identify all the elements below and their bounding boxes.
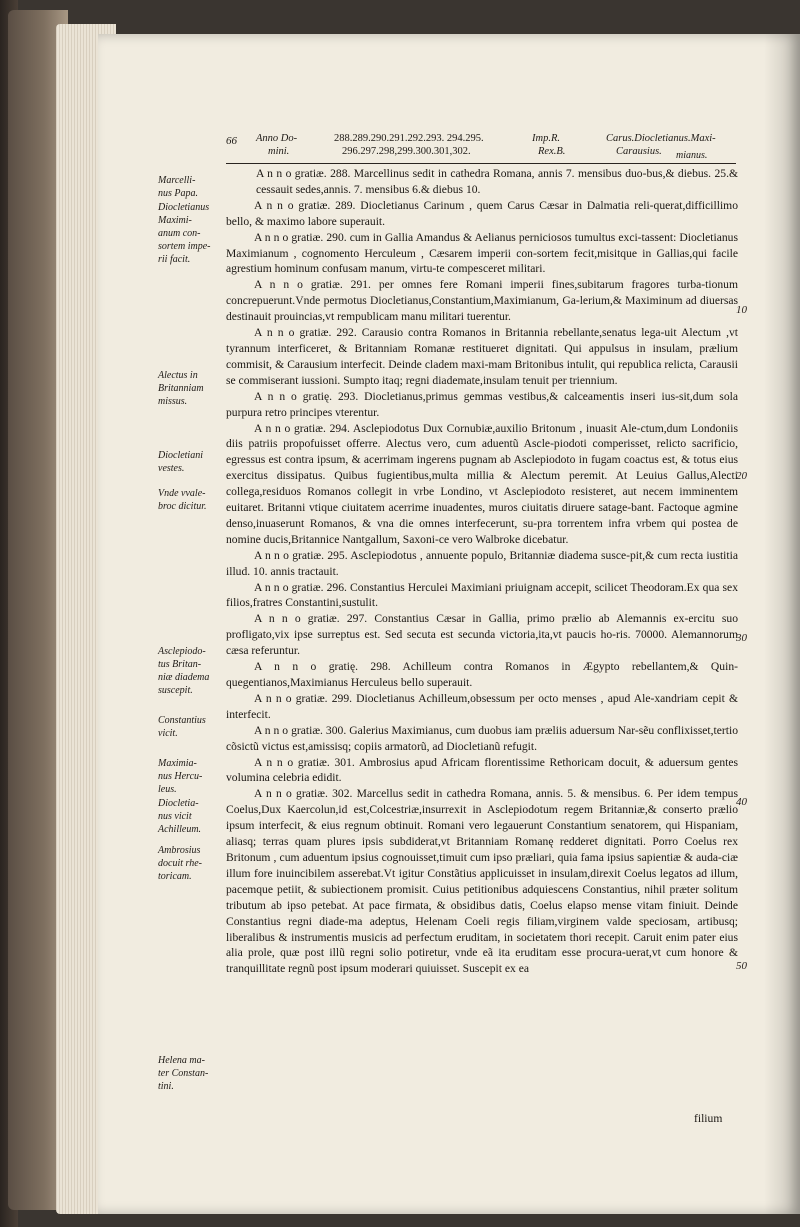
margin-note: Diocletiani vestes. bbox=[158, 450, 203, 474]
paragraph: A n n o gratiæ. 301. Ambrosius apud Africam florentissime Rethoricam docuit, & aduersum gentes volumina celebria edidit. bbox=[226, 755, 738, 785]
margin-note: Ambrosius docuit rhe- toricam. bbox=[158, 845, 202, 882]
margin-note: Helena ma- ter Constan- tini. bbox=[158, 1055, 209, 1092]
paragraph: A n n o gratiæ. 292. Carausio contra Romanos in Britannia rebellante,senatus lega-uit Alectum ,vt tyrannum interficeret, & Britanniam Romanæ restitueret dignitati. Qui appulsus in insulam, prælium commisit, & Carausium interfecit. Deinde cladem maxi-mam Britonibus intulit, qui republica relicta, Carausii se commiserant iussioni. Sumpto itaq; regni diademate,insulam tenuit per triennium. bbox=[226, 326, 738, 387]
running-header bbox=[226, 132, 746, 162]
paragraph: A n n o gratiæ. 288. Marcellinus sedit in cathedra Romana, annis 7. mensibus duo-bus,& diebus. 25.& cessauit sedes,annis. 7. mensibus 6.& diebus 10. bbox=[256, 167, 738, 196]
margin-note: Maximia- nus Hercu- leus. bbox=[158, 758, 203, 795]
paragraph: A n n o gratiæ. 299. Diocletianus Achilleum,obsessum per octo menses , apud Ale-xandriam cepit & interfecit. bbox=[226, 691, 738, 721]
line-number: 10 bbox=[736, 304, 747, 316]
margin-note: Asclepiodo- tus Britan- niæ diadema suscepit. bbox=[158, 646, 210, 696]
page-gutter-shade bbox=[764, 34, 800, 1214]
main-text bbox=[226, 166, 738, 977]
header-britain-king: Carausius. bbox=[616, 146, 662, 157]
header-imp-label: Imp.R. bbox=[532, 133, 560, 144]
line-number: 30 bbox=[736, 632, 747, 644]
paragraph: A n n o gratiæ. 300. Galerius Maximianus, cum duobus iam præliis aduersum Nar-sẽu conflixisset,tertio cõsictũ victus est,amissisq; copiis armatorũ, ad Diocletianũ refugit. bbox=[226, 723, 738, 753]
margin-note: Alectus in Britanniam missus. bbox=[158, 370, 204, 407]
header-anno-label: Anno Do- bbox=[256, 133, 298, 144]
line-number: 50 bbox=[736, 960, 747, 972]
line-number: 40 bbox=[736, 796, 747, 808]
line-number: 20 bbox=[736, 470, 747, 482]
paragraph: A n n o gratiæ. 297. Constantius Cæsar in Gallia, primo prælio ab Alemannis ex-ercitu suo profligato,vix ipse surreptus est. Sed secuta est secunda victoria,ita,vt paucis ho-ris. 70000. Alemannorum cæsa referuntur. bbox=[226, 612, 738, 658]
paragraph: A n n o gratiæ. 302. Marcellus sedit in cathedra Romana, annis. 5. & mensibus. 6. Per idem tempus Coelus,Dux Kaercolun,id est,Colcestriæ,insurrexit in Asclepiodotum regem Britanniæ,& conserto prælio ipsum interfecit, & eius regnum obtinuit. Romani vero legauerunt Constantium senatorem, qui Hispaniam, aliasq; terras quam plures ipsis subdiderat,vt Britanniam Romanę redderet dignitati. Porro Coelus rex Britonum , cum aduentum ipsius cognouisset,timuit cum ipso præliari, quia fama ipsius sapientiæ & auda-ciæ illum fore inuincibilem asserebat.Vt igitur Constãtius applicuisset in insulam,direxit Coelus legatos ad illum, pacemque petiit, & subiectionem promisit. Cuius petitionibus adquiescens Constantius, nihil præter solitum tributum ab ipso petebat. At pace firmata, & obsidibus datis, Coelus elapso mense vitam finiuit. Deinde Constantius regni diade-ma adeptus, Helenam Coeli regis filiam,virginem valde speciosam, artibusq; liberalibus & instrumentis musicis ad perfectum eruditam, in societatem thori recepit. Caruit enim pater eius alia prole, quæ post illũ regni solio potiretur, vnde eã ita eruditam esse procura-uerat,vt cum honore & tranquillitate regnũ post ipsum moderari quiuisset. Suscepit ex ea bbox=[226, 787, 738, 976]
header-years-1: 288.289.290.291.292.293. 294.295. bbox=[334, 133, 484, 144]
paragraph: A n n o gratiæ. 290. cum in Gallia Amandus & Aelianus perniciosos tumultus exci-tassent: Diocletianus Maximianum , cognomento Herculeum , Cæsarem imperii con-sortem fecit,misitque in Gallias,qui facile agrestium hominum confusam manum, virtu-te compesceret militari. bbox=[226, 230, 738, 276]
header-rule bbox=[226, 163, 736, 164]
catchword: filium bbox=[694, 1112, 723, 1125]
margin-note: Diocletianus Maximi- anum con- sortem impe- rii facit. bbox=[158, 202, 211, 265]
paragraph: A n n o gratię. 293. Diocletianus,primus gemmas vestibus,& calceamentis inseri ius-sit,dum sola purpura retro principes vterentur. bbox=[226, 389, 738, 419]
margin-note: Vnde vvale- broc dicitur. bbox=[158, 488, 207, 512]
header-years-2: 296.297.298,299.300.301,302. bbox=[342, 146, 471, 157]
margin-note: Constantius vicit. bbox=[158, 715, 206, 739]
header-rex-label: Rex.B. bbox=[538, 146, 566, 157]
paragraph: A n n o gratiæ. 289. Diocletianus Carinum , quem Carus Cæsar in Dalmatia reli-querat,difficillimo bello, & maximo labore superauit. bbox=[226, 198, 738, 228]
header-emperors: Carus.Diocletianus.Maxi- bbox=[606, 133, 716, 144]
paragraph: A n n o gratiæ. 296. Constantius Herculei Maximiani priuignam accepit, scilicet Theodoram.Ex qua sex filios,fratres Constantini,sustulit. bbox=[226, 580, 738, 610]
margin-note: Marcelli- nus Papa. bbox=[158, 175, 198, 199]
paragraph: A n n o gratiæ. 291. per omnes fere Romani imperii fines,subitarum fragores turba-tionum concrepuerunt.Vnde permotus Diocletianus,Constantium,Maximianum, Ga-lerium,& Maximinum ad diuersas destinauit prouincias,vt rempublicam manu militari tuerentur. bbox=[226, 278, 738, 324]
header-anno-label-2: mini. bbox=[268, 146, 290, 157]
paragraph: A n n o gratiæ. 295. Asclepiodotus , annuente populo, Britanniæ diadema susce-pit,& cum recta iustitia illud. 10. annis tractauit. bbox=[226, 548, 738, 578]
page-number: 66 bbox=[226, 135, 237, 147]
header-emperors-cont: mianus. bbox=[676, 150, 708, 161]
paragraph: A n n o gratiæ. 294. Asclepiodotus Dux Cornubiæ,auxilio Britonum , inuasit Ale-ctum,dum Londoniis diis patriis propofuisset offerre. Alectus vero, cum aduentũ Ascle-piodoti comperisset, relicto sacrificio, egressus est contra ipsum, & acerrimam ingerens pugnam ab Asclepiodoto in fugam coactus est, & totus eius exercitus dissipatus. Quibus fugientibus,multa millia & Alectum peremit. At Leuius Gallus,Alecti collega,residuos Romanos collegit in vrbe Londino, vt Asclepiodoto resisteret, aut necem imminentem euitaret. Britanni vtique ciuitatem acerrime inuadentes, muros ciuitatis diruere satage-bant. Factoque agmine denso,inuaserunt Romanos, & vna die omnes interfecerunt, su-pra torrentem infra vrbem qui postea de nomine ducis,Britannice Nantgallum, Saxoni-ce vero Walbroke dicebatur. bbox=[226, 421, 738, 546]
paragraph: A n n o gratię. 298. Achilleum contra Romanos in Ægypto rebellantem,& Quin-quegentianos,Maximianus Herculeus bello superauit. bbox=[226, 660, 738, 689]
margin-note: Diocletia- nus vicit Achilleum. bbox=[158, 798, 202, 835]
